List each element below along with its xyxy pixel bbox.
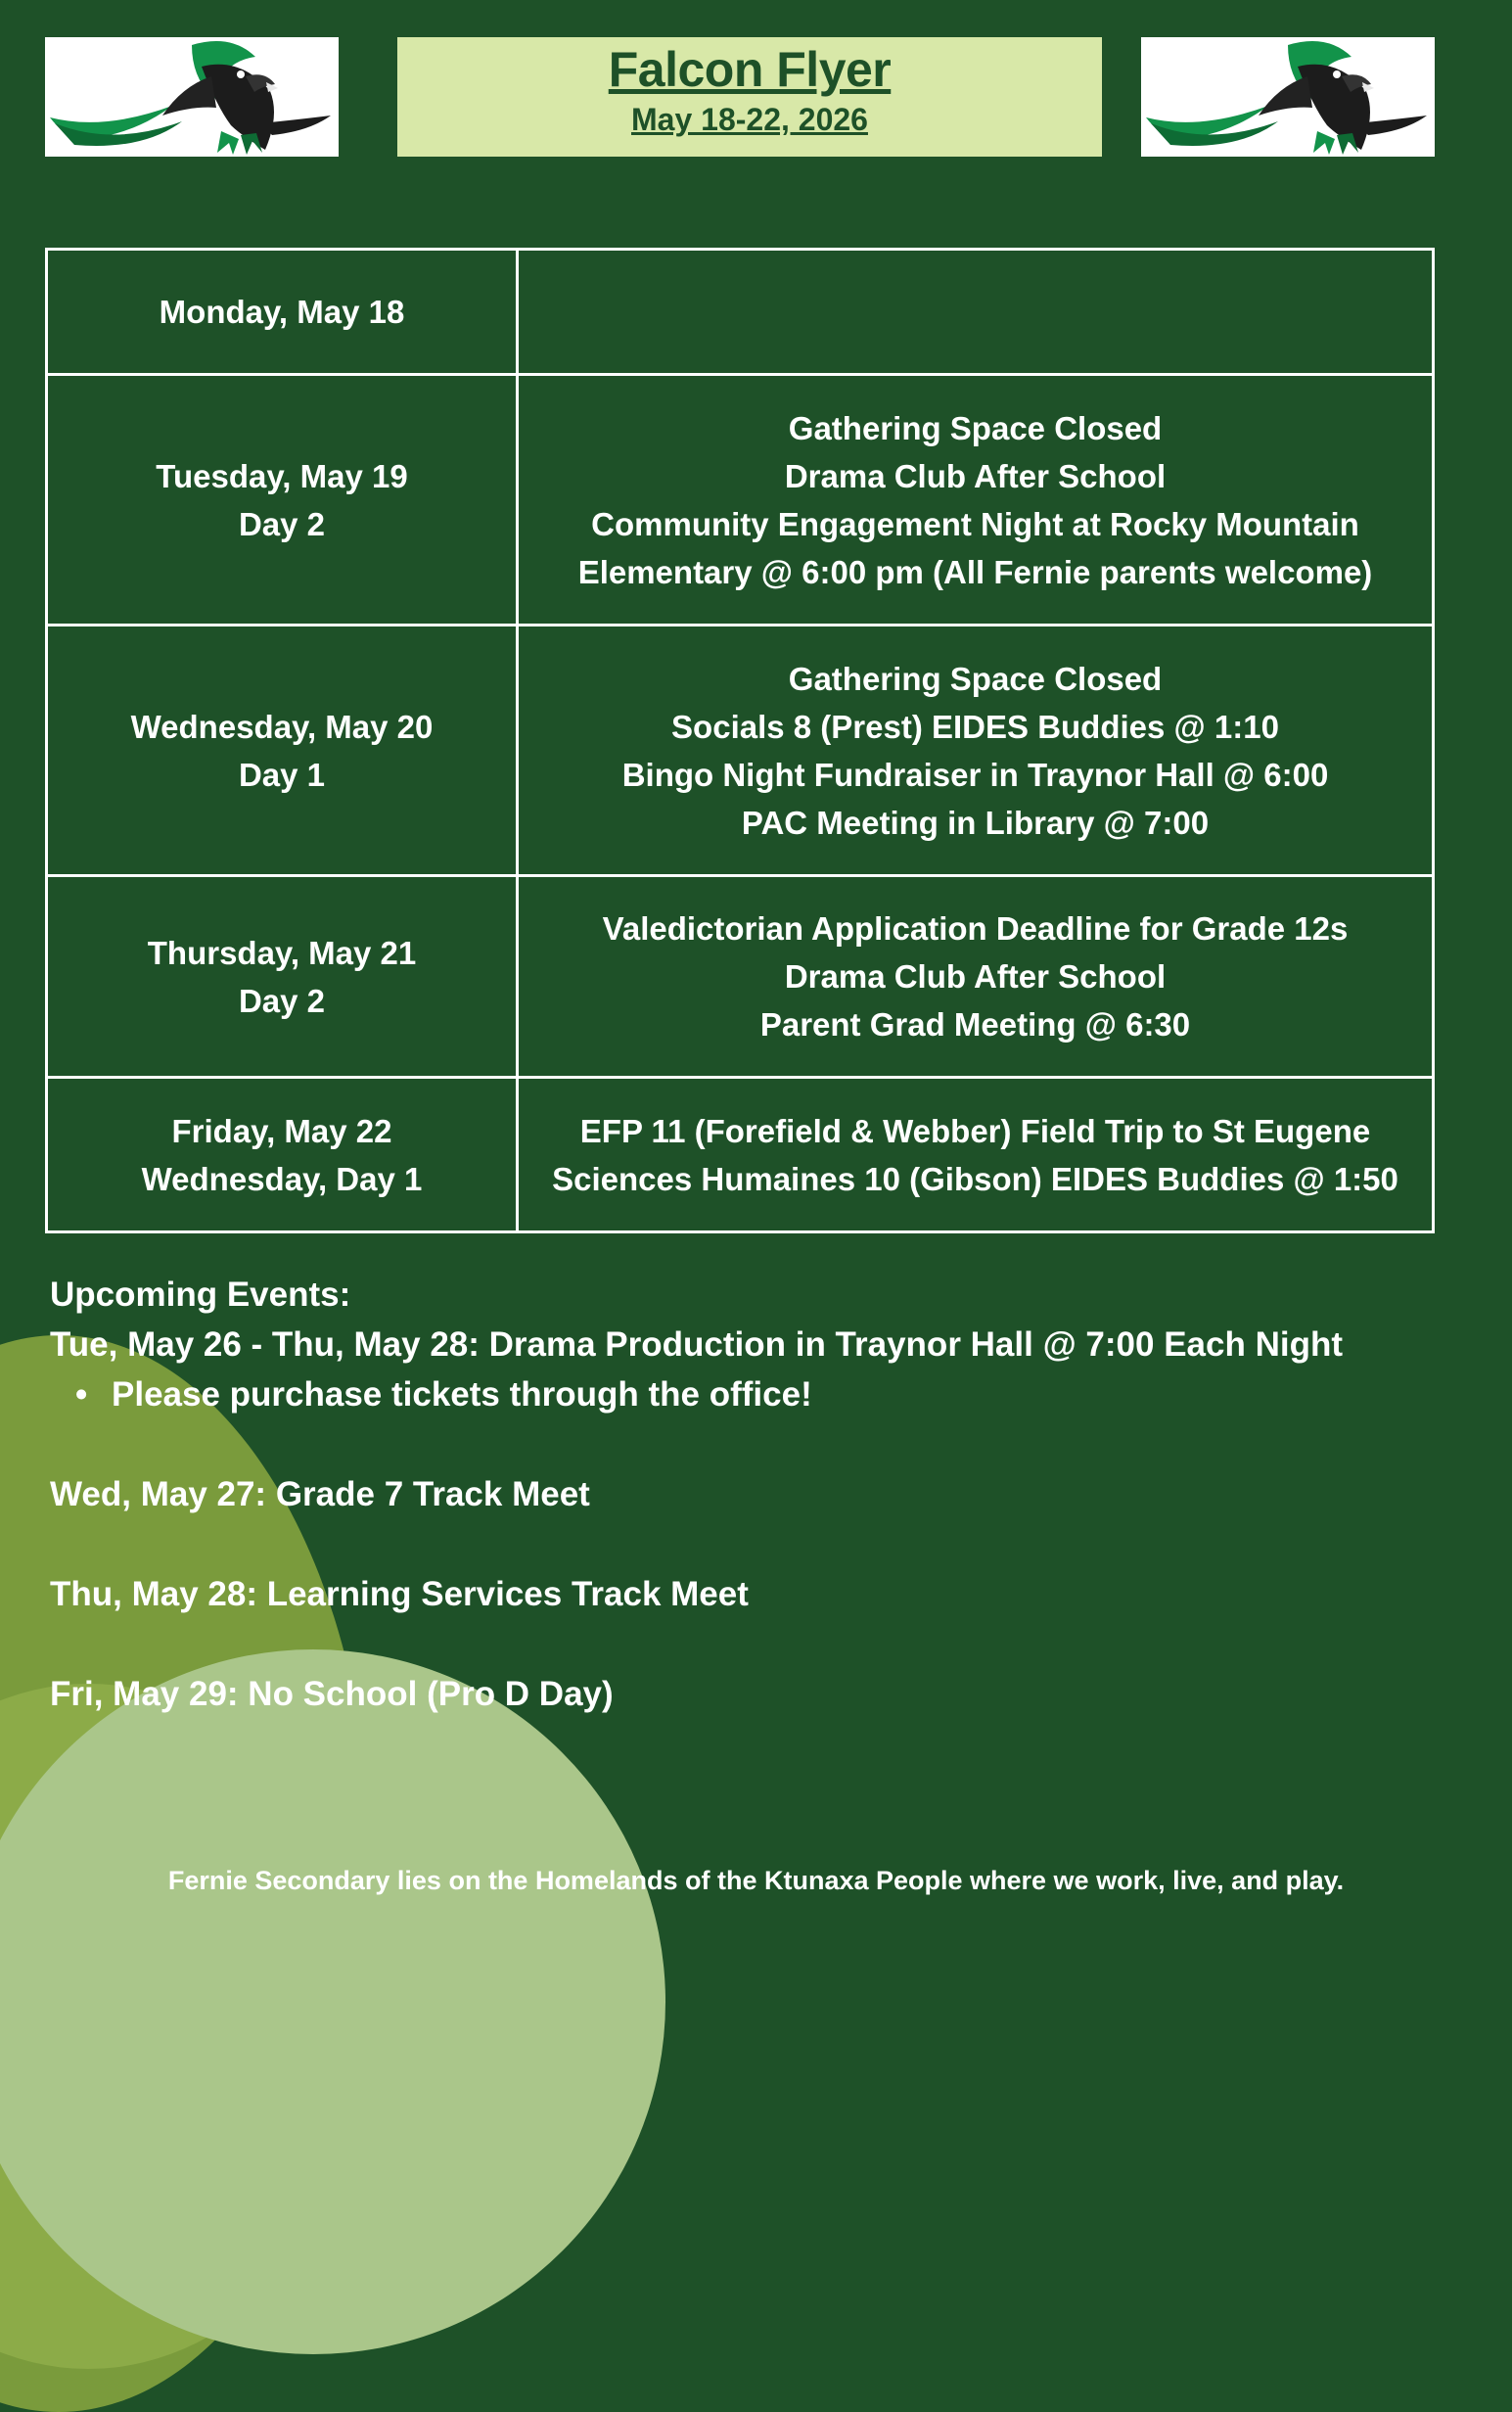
decorative-circle-light xyxy=(0,1649,665,2354)
day-cycle-label: Wednesday, Day 1 xyxy=(141,1160,423,1197)
day-label: Tuesday, May 19 xyxy=(156,457,408,494)
event-item: Gathering Space Closed xyxy=(788,660,1163,697)
day-label: Wednesday, May 20 xyxy=(130,708,434,745)
events-cell xyxy=(518,875,1434,1078)
event-item: Parent Grad Meeting @ 6:30 xyxy=(759,1006,1191,1044)
upcoming-events xyxy=(50,1270,1440,1719)
upcoming-heading: Upcoming Events: xyxy=(50,1276,351,1314)
falcon-logo-right xyxy=(1141,37,1435,157)
upcoming-event-note xyxy=(50,1369,1440,1419)
table-row xyxy=(47,250,1434,375)
page-title: Falcon Flyer xyxy=(608,42,892,97)
event-item: PAC Meeting in Library @ 7:00 xyxy=(741,804,1210,841)
bullet-dot: • xyxy=(75,1375,88,1414)
day-label: Friday, May 22 xyxy=(171,1112,392,1149)
day-cell xyxy=(47,875,518,1078)
day-cycle-label: Day 1 xyxy=(238,756,326,793)
day-cycle-label: Day 2 xyxy=(238,505,326,542)
event-item: Bingo Night Fundraiser in Traynor Hall @ 6:00 xyxy=(621,756,1329,793)
day-label: Thursday, May 21 xyxy=(147,934,417,971)
day-cell xyxy=(47,250,518,375)
table-row xyxy=(47,375,1434,626)
day-cell xyxy=(47,375,518,626)
event-item: EFP 11 (Forefield & Webber) Field Trip to St Eugene xyxy=(579,1112,1371,1149)
events-cell xyxy=(518,1078,1434,1232)
table-row xyxy=(47,875,1434,1078)
title-banner xyxy=(397,37,1102,157)
falcon-mascot-icon xyxy=(45,37,339,157)
falcon-mascot-icon xyxy=(1141,37,1435,157)
event-item: Drama Club After School xyxy=(784,457,1167,494)
upcoming-event: Fri, May 29: No School (Pro D Day) xyxy=(50,1675,614,1713)
day-cycle-label: Day 2 xyxy=(238,982,326,1019)
event-item: Drama Club After School xyxy=(784,958,1167,996)
upcoming-event: Tue, May 26 - Thu, May 28: Drama Production in Traynor Hall @ 7:00 Each Night xyxy=(50,1325,1343,1364)
weekly-schedule-table xyxy=(45,248,1435,1233)
table-row xyxy=(47,1078,1434,1232)
events-cell xyxy=(518,626,1434,876)
day-label: Monday, May 18 xyxy=(159,294,405,331)
upcoming-event-note-text: Please purchase tickets through the office! xyxy=(112,1375,812,1414)
event-item: Community Engagement Night at Rocky Mountain xyxy=(591,505,1359,542)
falcon-logo-left xyxy=(45,37,339,157)
event-item: Valedictorian Application Deadline for Grade 12s xyxy=(602,910,1349,948)
table-row xyxy=(47,626,1434,876)
event-item: Socials 8 (Prest) EIDES Buddies @ 1:10 xyxy=(671,708,1279,745)
event-item: Elementary @ 6:00 pm (All Fernie parents welcome) xyxy=(577,553,1373,590)
event-item: Gathering Space Closed xyxy=(788,409,1163,446)
events-cell xyxy=(518,375,1434,626)
event-item: Sciences Humaines 10 (Gibson) EIDES Buddies @ 1:50 xyxy=(552,1160,1398,1197)
date-range: May 18-22, 2026 xyxy=(631,102,868,137)
day-cell xyxy=(47,626,518,876)
land-acknowledgement: Fernie Secondary lies on the Homelands of the Ktunaxa People where we work, live, and play. xyxy=(167,1866,1345,1895)
upcoming-event: Wed, May 27: Grade 7 Track Meet xyxy=(50,1475,590,1513)
day-cell xyxy=(47,1078,518,1232)
upcoming-event: Thu, May 28: Learning Services Track Meet xyxy=(50,1575,749,1613)
events-cell xyxy=(518,250,1434,375)
